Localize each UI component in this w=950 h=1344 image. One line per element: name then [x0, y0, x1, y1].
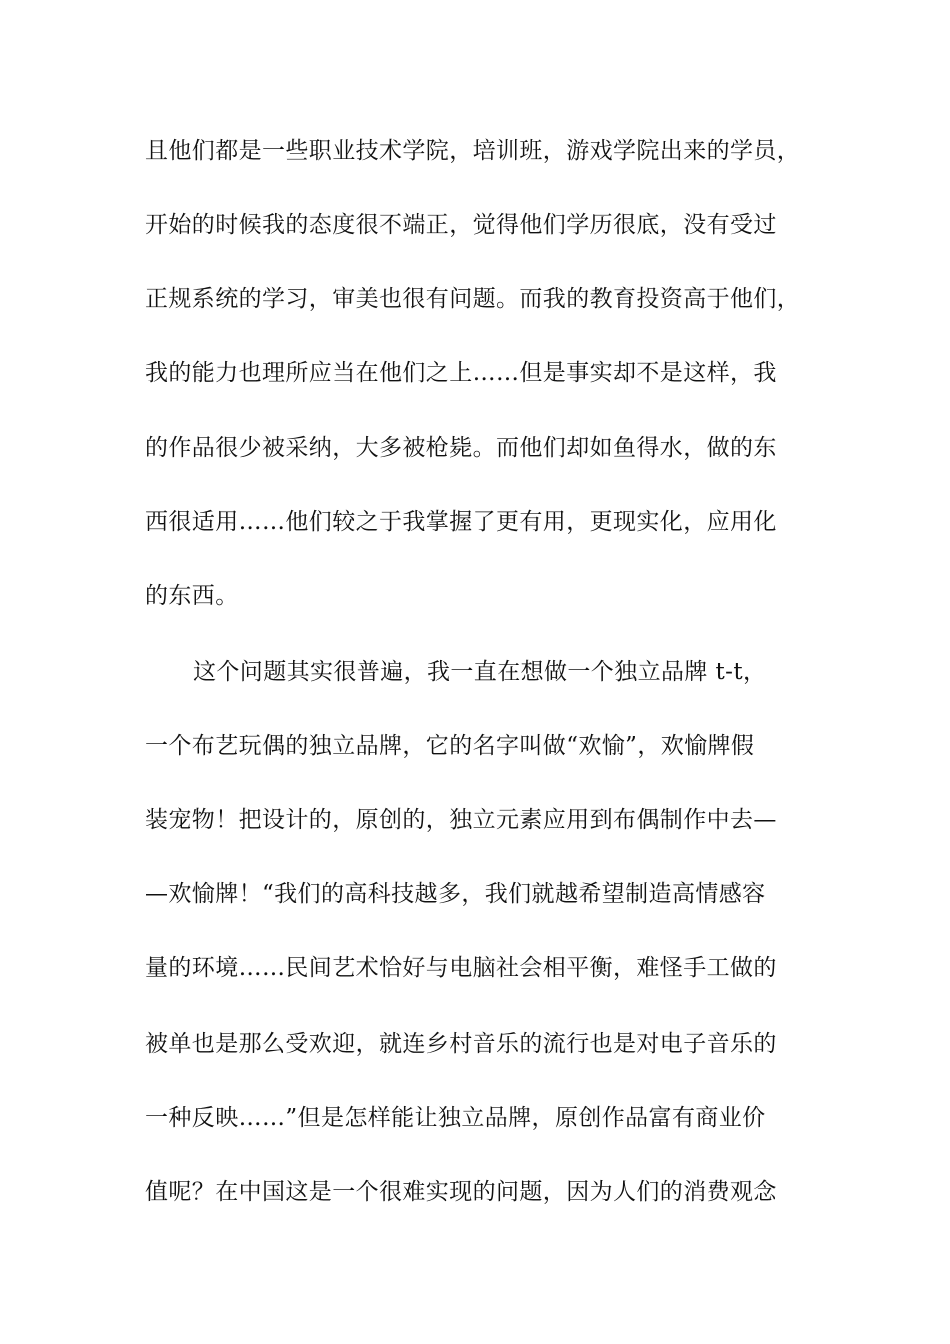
text-line-3: 正规系统的学习，审美也很有问题。而我的教育投资高于他们，: [145, 286, 801, 312]
text-line-5: 的作品很少被采纳，大多被枪毙。而他们却如鱼得水，做的东: [145, 435, 777, 461]
text-line-1: 且他们都是一些职业技术学院，培训班，游戏学院出来的学员，: [145, 138, 801, 164]
text-line-2: 开始的时候我的态度很不端正，觉得他们学历很底，没有受过: [145, 212, 777, 238]
paragraph-2-first-line: 这个问题其实很普遍，我一直在想做一个独立品牌 t-t，: [193, 659, 767, 685]
text-line-9: 一个布艺玩偶的独立品牌，它的名字叫做“欢愉”，欢愉牌假: [145, 733, 755, 759]
text-line-12: 量的环境……民间艺术恰好与电脑社会相平衡，难怪手工做的: [145, 955, 777, 981]
text-line-10: 装宠物！把设计的，原创的，独立元素应用到布偶制作中去—: [145, 807, 777, 833]
text-line-13: 被单也是那么受欢迎，就连乡村音乐的流行也是对电子音乐的: [145, 1031, 777, 1057]
text-line-11: —欢愉牌！“我们的高科技越多，我们就越希望制造高情感容: [145, 881, 766, 907]
text-line-7: 的东西。: [145, 583, 239, 609]
text-line-14: 一种反映……”但是怎样能让独立品牌，原创作品富有商业价: [145, 1105, 766, 1131]
text-line-6: 西很适用……他们较之于我掌握了更有用，更现实化，应用化: [145, 509, 777, 535]
text-line-15: 值呢？在中国这是一个很难实现的问题，因为人们的消费观念: [145, 1179, 777, 1205]
text-line-4: 我的能力也理所应当在他们之上……但是事实却不是这样，我: [145, 360, 777, 386]
